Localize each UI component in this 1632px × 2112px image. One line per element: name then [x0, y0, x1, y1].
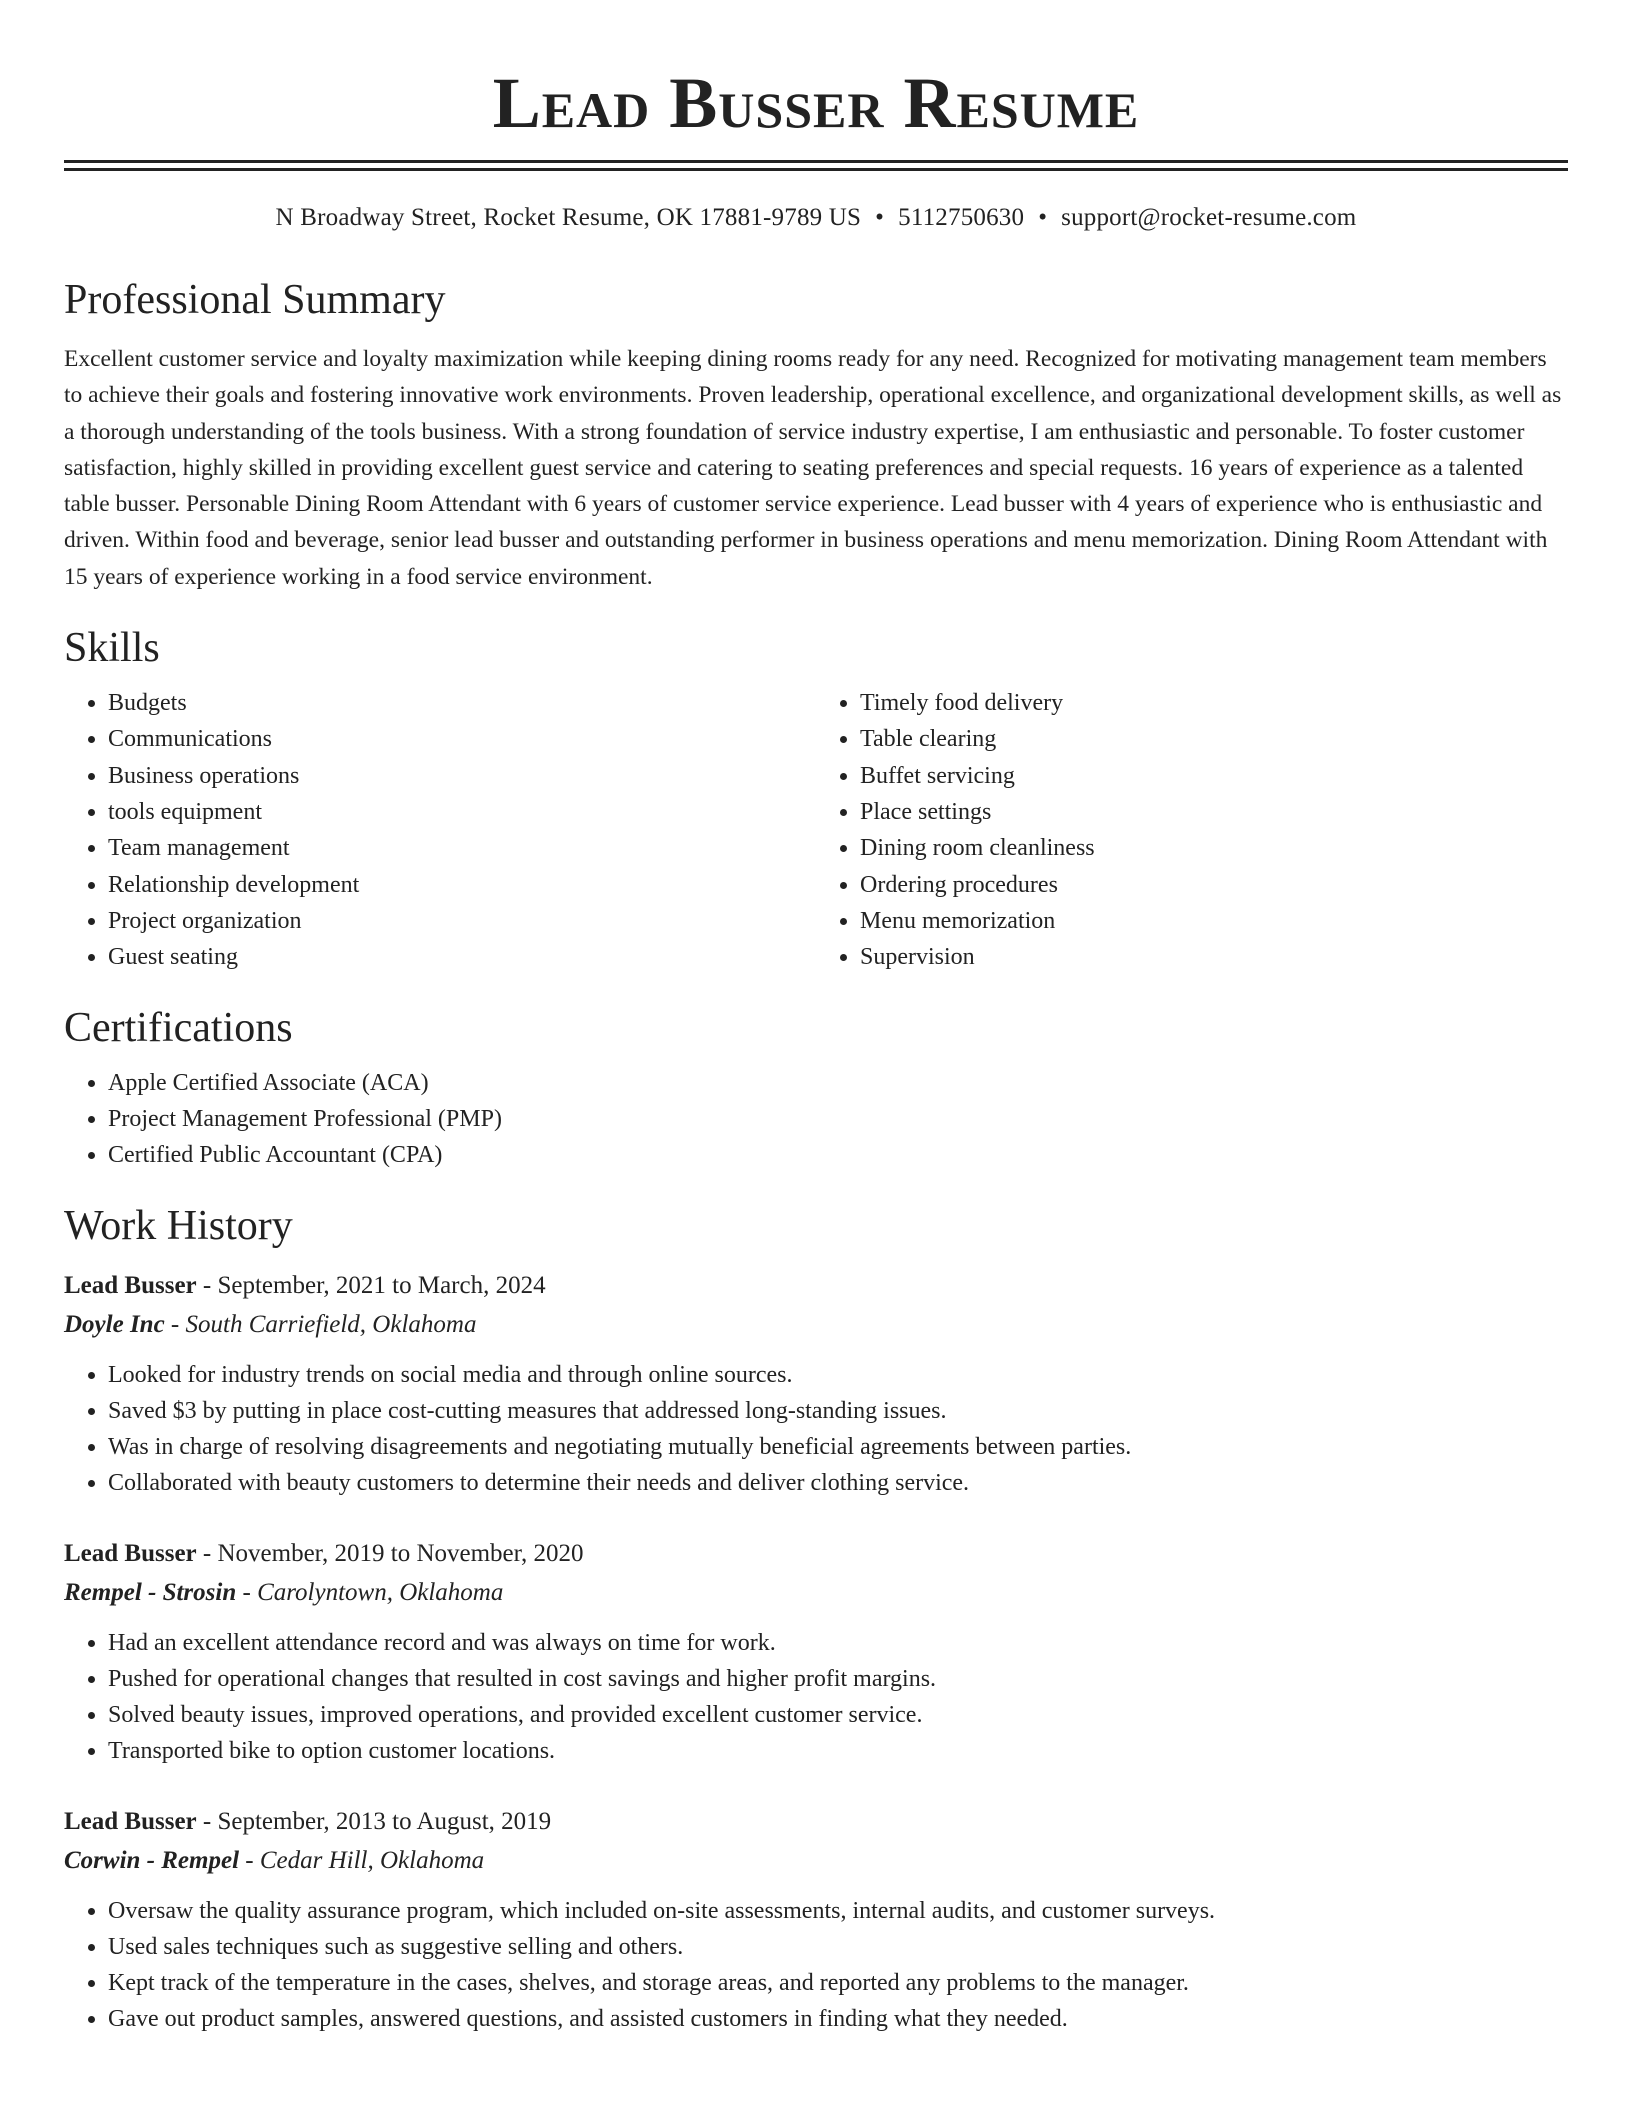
summary-heading: Professional Summary: [64, 277, 446, 323]
skills-heading: Skills: [64, 625, 160, 672]
skill-item: • Dining room cleanliness: [860, 830, 1568, 866]
job-role: Lead Busser: [64, 1272, 197, 1300]
skill-item: • Team management: [108, 830, 816, 866]
contact-separator: •: [875, 204, 885, 231]
skill-item: • tools equipment: [108, 794, 816, 830]
job-duty-item: • Transported bike to option customer locations.: [108, 1733, 1568, 1769]
certifications-heading: Certifications: [64, 1005, 293, 1052]
certification-item: • Certified Public Accountant (CPA): [108, 1137, 1568, 1173]
job-role: Lead Busser: [64, 1808, 197, 1836]
job-company: Doyle Inc: [64, 1311, 165, 1339]
certifications-list: [64, 1065, 1568, 1173]
skill-item: • Budgets: [108, 685, 816, 721]
skill-item: • Place settings: [860, 794, 1568, 830]
job-duty-item: • Had an excellent attendance record and was always on time for work.: [108, 1625, 1568, 1661]
job-duty-item: • Gave out product samples, answered questions, and assisted customers in finding what they needed.: [108, 2001, 1568, 2037]
job-duties-list: [64, 1893, 1568, 2037]
job-duty-item: • Was in charge of resolving disagreements and negotiating mutually beneficial agreements between parties.: [108, 1429, 1568, 1465]
contact-phone: 5112750630: [898, 204, 1025, 231]
job-company: Rempel - Strosin: [64, 1579, 237, 1607]
job-duty-item: • Kept track of the temperature in the cases, shelves, and storage areas, and reported any problems to the manager.: [108, 1965, 1568, 2001]
job-dates: - November, 2019 to November, 2020: [196, 1540, 584, 1568]
resume-title: Lead Busser Resume: [492, 63, 1140, 143]
contact-email: support@rocket-resume.com: [1061, 204, 1357, 231]
job-duty-item: • Solved beauty issues, improved operations, and provided excellent customer service.: [108, 1697, 1568, 1733]
title-divider: [64, 160, 1568, 171]
job-duty-item: • Pushed for operational changes that resulted in cost savings and higher profit margins.: [108, 1661, 1568, 1697]
skill-item: • Guest seating: [108, 939, 816, 975]
contact-line: [64, 201, 1568, 235]
certification-item: • Apple Certified Associate (ACA): [108, 1065, 1568, 1101]
skill-item: • Relationship development: [108, 867, 816, 903]
job-role: Lead Busser: [64, 1540, 197, 1568]
job-entry: [64, 1803, 1568, 2037]
work-history-heading: Work History: [64, 1203, 293, 1250]
resume-page: [64, 0, 1568, 2037]
job-duties-list: [64, 1625, 1568, 1769]
skills-column-right: [816, 685, 1568, 975]
job-title-line: [64, 1267, 1568, 1305]
skill-item: • Timely food delivery: [860, 685, 1568, 721]
job-company-line: [64, 1305, 1568, 1345]
job-duty-item: • Oversaw the quality assurance program, which included on-site assessments, internal audits, and customer surveys.: [108, 1893, 1568, 1929]
skill-item: • Business operations: [108, 758, 816, 794]
job-duty-item: • Saved $3 by putting in place cost-cutting measures that addressed long-standing issues.: [108, 1393, 1568, 1429]
job-company-line: [64, 1573, 1568, 1613]
contact-address: N Broadway Street, Rocket Resume, OK 17881-9789 US: [275, 204, 862, 231]
job-title-line: [64, 1535, 1568, 1573]
skill-item: • Menu memorization: [860, 903, 1568, 939]
contact-separator: •: [1038, 204, 1048, 231]
job-location: - Carolyntown, Oklahoma: [236, 1579, 504, 1607]
skill-item: • Table clearing: [860, 721, 1568, 757]
job-duty-item: • Looked for industry trends on social media and through online sources.: [108, 1357, 1568, 1393]
job-duty-item: • Used sales techniques such as suggestive selling and others.: [108, 1929, 1568, 1965]
job-entry: [64, 1535, 1568, 1769]
skills-column-left: [64, 685, 816, 975]
job-company: Corwin - Rempel: [64, 1847, 240, 1875]
skill-item: • Project organization: [108, 903, 816, 939]
skills-list: [64, 685, 1568, 975]
skill-item: • Communications: [108, 721, 816, 757]
job-dates: - September, 2021 to March, 2024: [196, 1272, 546, 1300]
job-duty-item: • Collaborated with beauty customers to determine their needs and deliver clothing service.: [108, 1465, 1568, 1501]
job-title-line: [64, 1803, 1568, 1841]
job-dates: - September, 2013 to August, 2019: [196, 1808, 552, 1836]
skill-item: • Supervision: [860, 939, 1568, 975]
job-location: - South Carriefield, Oklahoma: [164, 1311, 477, 1339]
skill-item: • Ordering procedures: [860, 867, 1568, 903]
certification-item: • Project Management Professional (PMP): [108, 1101, 1568, 1137]
job-entry: [64, 1267, 1568, 1501]
skill-item: • Buffet servicing: [860, 758, 1568, 794]
job-company-line: [64, 1841, 1568, 1881]
job-location: - Cedar Hill, Oklahoma: [239, 1847, 485, 1875]
summary-text: Excellent customer service and loyalty maximization while keeping dining rooms ready for any need. Recognized for motivating management team members to achieve their goals and fostering innovative work environments. Proven leadership, operational excellence, and organizational development skills, as well as a thorough understanding of the tools business. With a strong foundation of service industry expertise, I am enthusiastic and personable. To foster customer satisfaction, highly skilled in providing excellent guest service and catering to seating preferences and special requests. 16 years of experience as a talented table busser. Personable Dining Room Attendant with 6 years of customer service experience. Lead busser with 4 years of experience who is enthusiastic and driven. Within food and beverage, senior lead busser and outstanding performer in business operations and menu memorization. Dining Room Attendant with 15 years of experience working in a food service environment.: [64, 346, 1562, 590]
job-duties-list: [64, 1357, 1568, 1501]
